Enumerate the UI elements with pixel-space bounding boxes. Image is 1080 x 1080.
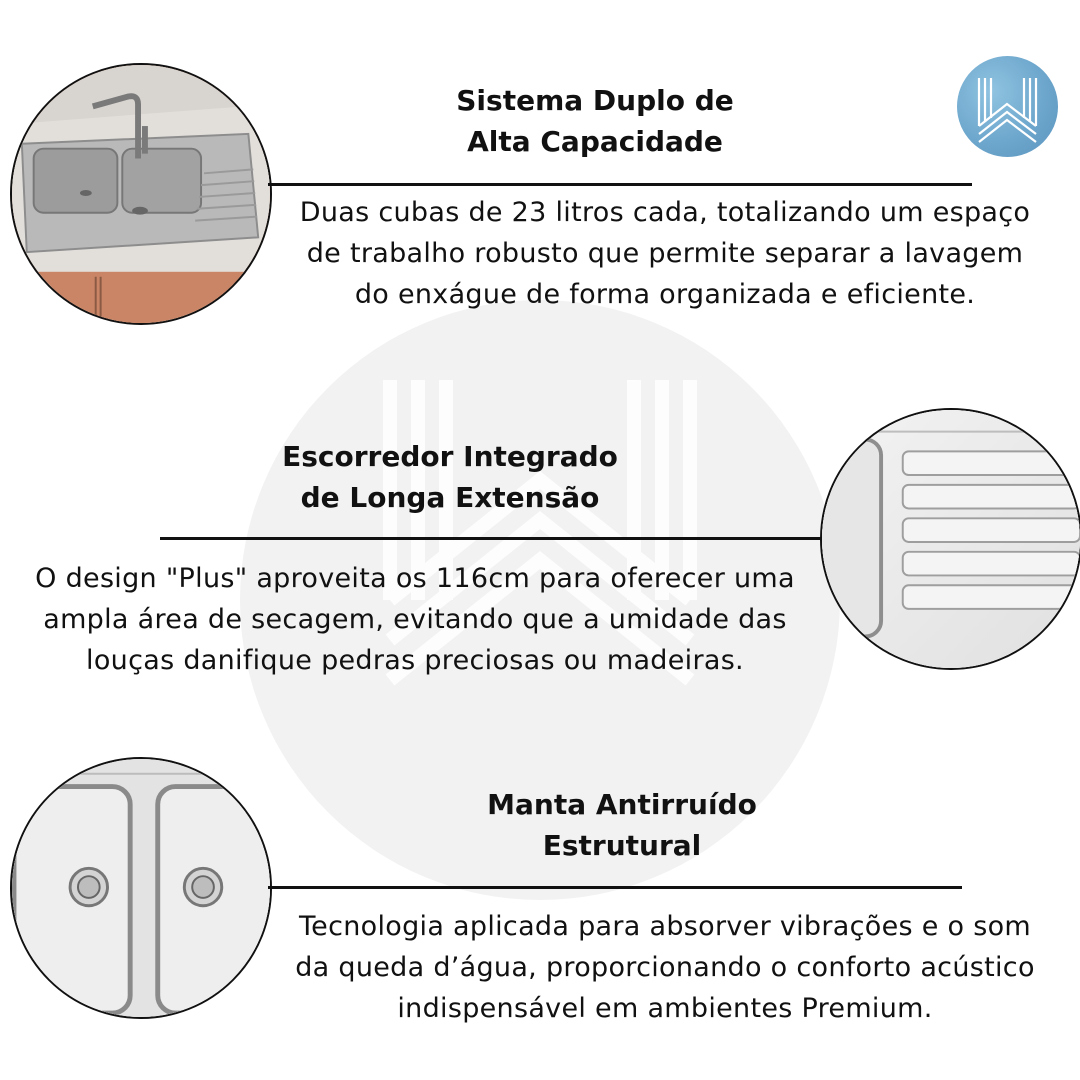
feature-description: Tecnologia aplicada para absorver vibrações e o som da queda d’água, proporcionando o conforto acústico indispensável em ambientes Premium. [295, 911, 1035, 1024]
brand-logo-icon [957, 56, 1058, 157]
feature-title: Manta Antirruído Estrutural [487, 788, 757, 862]
feature-title: Escorredor Integrado de Longa Extensão [282, 440, 618, 514]
feature-description: O design "Plus" aproveita os 116cm para oferecer uma ampla área de secagem, evitando que a umidade das louças danifique pedras preciosas ou madeiras. [35, 563, 795, 676]
divider-line [160, 537, 822, 540]
drainboard-photo-icon [822, 410, 1080, 668]
feature-description: Duas cubas de 23 litros cada, totalizando um espaço de trabalho robusto que permite separar a lavagem do enxágue de forma organizada e eficiente. [299, 197, 1031, 310]
divider-line [268, 886, 962, 889]
brand-logo [957, 56, 1058, 157]
drainboard-photo [820, 408, 1080, 670]
divider-line [268, 183, 972, 186]
sink-basins-closeup-photo-icon [12, 759, 270, 1017]
feature-title: Sistema Duplo de Alta Capacidade [456, 84, 734, 158]
double-sink-photo-icon [12, 65, 270, 323]
double-sink-photo [10, 63, 272, 325]
sink-basins-closeup-photo [10, 757, 272, 1019]
